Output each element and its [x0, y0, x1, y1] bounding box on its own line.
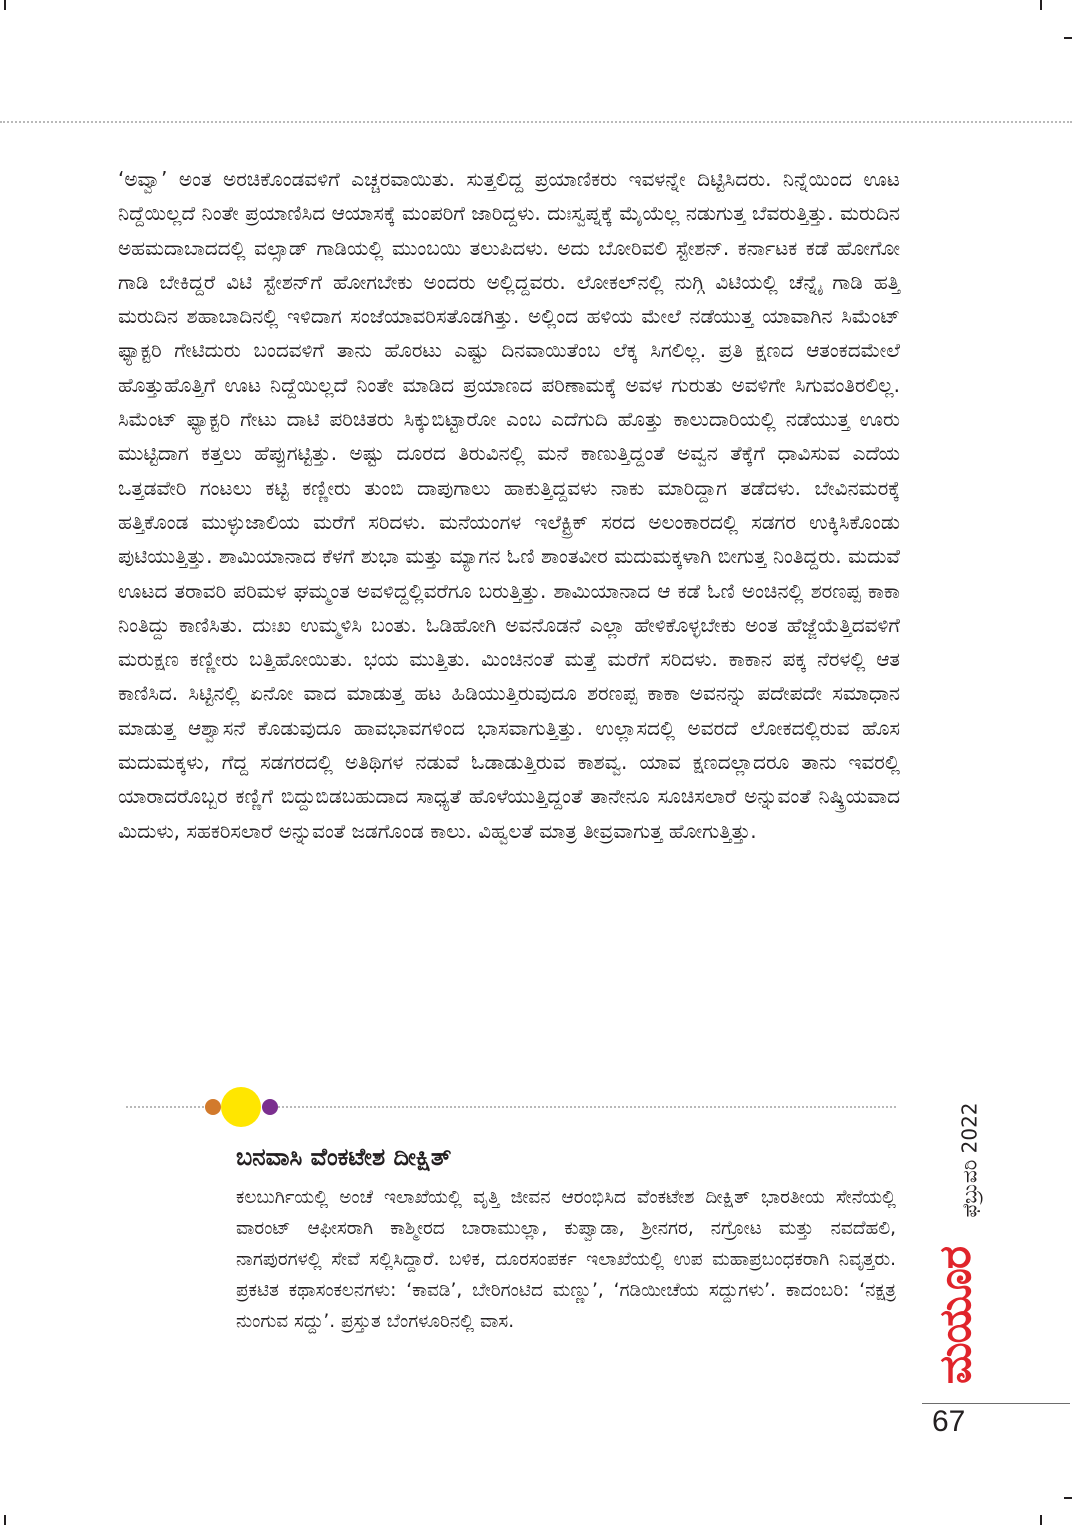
top-dotted-rule [0, 121, 1072, 123]
article-body: ‘ಅವ್ವಾ’ ಅಂತ ಅರಚಿಕೊಂಡವಳಿಗೆ ಎಚ್ಚರವಾಯಿತು. ಸುತ್ತಲಿದ್ದ ಪ್ರಯಾಣಿಕರು ಇವಳನ್ನೇ ದಿಟ್ಟಿಸಿದರು. ನಿನ್ನೆಯಿಂದ ಊಟ ನಿದ್ದೆಯಿಲ್ಲದೆ ನಿಂತೇ ಪ್ರಯಾಣಿಸಿದ ಆಯಾಸಕ್ಕೆ ಮಂಪರಿಗೆ ಜಾರಿದ್ದಳು. ದುಃಸ್ವಪ್ನಕ್ಕೆ ಮೈಯೆಲ್ಲ ನಡುಗುತ್ತ ಬೆವರುತ್ತಿತ್ತು. ಮರುದಿನ ಅಹಮದಾಬಾದದಲ್ಲಿ ವಲ್ಸಾಡ್ ಗಾಡಿಯಲ್ಲಿ ಮುಂಬಯಿ ತಲುಪಿದಳು. ಅದು ಬೋರಿವಲಿ ಸ್ಟೇಶನ್. ಕರ್ನಾಟಕ ಕಡೆ ಹೋಗೋ ಗಾಡಿ ಬೇಕಿದ್ದರೆ ವಿಟಿ ಸ್ಟೇಶನ್‌ಗೆ ಹೋಗಬೇಕು ಅಂದರು ಅಲ್ಲಿದ್ದವರು. ಲೋಕಲ್‌ನಲ್ಲಿ ನುಗ್ಗಿ ವಿಟಿಯಲ್ಲಿ ಚೆನ್ನೈ ಗಾಡಿ ಹತ್ತಿ ಮರುದಿನ ಶಹಾಬಾದಿನಲ್ಲಿ ಇಳಿದಾಗ ಸಂಜೆಯಾವರಿಸತೊಡಗಿತ್ತು. ಅಲ್ಲಿಂದ ಹಳಿಯ ಮೇಲೆ ನಡೆಯುತ್ತ ಯಾವಾಗಿನ ಸಿಮೆಂಟ್ ಫ್ಯಾಕ್ಟರಿ ಗೇಟಿದುರು ಬಂದವಳಿಗೆ ತಾನು ಹೊರಟು ಎಷ್ಟು ದಿನವಾಯಿತೆಂಬ ಲೆಕ್ಕ ಸಿಗಲಿಲ್ಲ. ಪ್ರತಿ ಕ್ಷಣದ ಆತಂಕದಮೇಲೆ ಹೊತ್ತುಹೊತ್ತಿಗೆ ಊಟ ನಿದ್ದೆಯಿಲ್ಲದೆ ನಿಂತೇ ಮಾಡಿದ ಪ್ರಯಾಣದ ಪರಿಣಾಮಕ್ಕೆ ಅವಳ ಗುರುತು ಅವಳಿಗೇ ಸಿಗುವಂತಿರಲಿಲ್ಲ. ಸಿಮೆಂಟ್ ಫ್ಯಾಕ್ಟರಿ ಗೇಟು ದಾಟಿ ಪರಿಚಿತರು ಸಿಕ್ಕುಬಿಟ್ಟಾರೋ ಎಂಬ ಎದೆಗುದಿ ಹೊತ್ತು ಕಾಲುದಾರಿಯಲ್ಲಿ ನಡೆಯುತ್ತ ಊರು ಮುಟ್ಟಿದಾಗ ಕತ್ತಲು ಹೆಪ್ಪುಗಟ್ಟಿತ್ತು. ಅಷ್ಟು ದೂರದ ತಿರುವಿನಲ್ಲಿ ಮನೆ ಕಾಣುತ್ತಿದ್ದಂತೆ ಅವ್ವನ ತೆಕ್ಕೆಗೆ ಧಾವಿಸುವ ಎದೆಯ ಒತ್ತಡವೇರಿ ಗಂಟಲು ಕಟ್ಟಿ ಕಣ್ಣೀರು ತುಂಬಿ ದಾಪುಗಾಲು ಹಾಕುತ್ತಿದ್ದವಳು ನಾಕು ಮಾರಿದ್ದಾಗ ತಡೆದಳು. ಬೇವಿನಮರಕ್ಕೆ ಹತ್ತಿಕೊಂಡ ಮುಳ್ಳುಜಾಲಿಯ ಮರೆಗೆ ಸರಿದಳು. ಮನೆಯಂಗಳ ಇಲೆಕ್ಟ್ರಿಕ್ ಸರದ ಅಲಂಕಾರದಲ್ಲಿ ಸಡಗರ ಉಕ್ಕಿಸಿಕೊಂಡು ಪುಟಿಯುತ್ತಿತ್ತು. ಶಾಮಿಯಾನಾದ ಕೆಳಗೆ ಶುಭಾ ಮತ್ತು ಮ್ಯಾಗನ ಓಣಿ ಶಾಂತವೀರ ಮದುಮಕ್ಕಳಾಗಿ ಬೀಗುತ್ತ ನಿಂತಿದ್ದರು. ಮದುವೆ ಊಟದ ತರಾವರಿ ಪರಿಮಳ ಘಮ್ಮಂತ ಅವಳಿದ್ದಲ್ಲಿವರೆಗೂ ಬರುತ್ತಿತ್ತು. ಶಾಮಿಯಾನಾದ ಆ ಕಡೆ ಓಣಿ ಅಂಚಿನಲ್ಲಿ ಶರಣಪ್ಪ ಕಾಕಾ ನಿಂತಿದ್ದು ಕಾಣಿಸಿತು. ದುಃಖ ಉಮ್ಮಳಿಸಿ ಬಂತು. ಓಡಿಹೋಗಿ ಅವನೊಡನೆ ಎಲ್ಲಾ ಹೇಳಿಕೊಳ್ಳಬೇಕು ಅಂತ ಹೆಜ್ಜೆಯೆತ್ತಿದವಳಿಗೆ ಮರುಕ್ಷಣ ಕಣ್ಣೀರು ಬತ್ತಿಹೋಯಿತು. ಭಯ ಮುತ್ತಿತು. ಮಿಂಚಿನಂತೆ ಮತ್ತೆ ಮರೆಗೆ ಸರಿದಳು. ಕಾಕಾನ ಪಕ್ಕ ನೆರಳಲ್ಲಿ ಆತ ಕಾಣಿಸಿದ. ಸಿಟ್ಟಿನಲ್ಲಿ ಏನೋ ವಾದ ಮಾಡುತ್ತ ಹಟ ಹಿಡಿಯುತ್ತಿರುವುದೂ ಶರಣಪ್ಪ ಕಾಕಾ ಅವನನ್ನು ಪದೇಪದೇ ಸಮಾಧಾನ ಮಾಡುತ್ತ ಆಶ್ವಾಸನೆ ಕೊಡುವುದೂ ಹಾವಭಾವಗಳಿಂದ ಭಾಸವಾಗುತ್ತಿತ್ತು. ಉಲ್ಲಾಸದಲ್ಲಿ ಅವರದೆ ಲೋಕದಲ್ಲಿರುವ ಹೊಸ ಮದುಮಕ್ಕಳು, ಗೆದ್ದ ಸಡಗರದಲ್ಲಿ ಅತಿಥಿಗಳ ನಡುವೆ ಓಡಾಡುತ್ತಿರುವ ಕಾಶವ್ವ. ಯಾವ ಕ್ಷಣದಲ್ಲಾದರೂ ತಾನು ಇವರಲ್ಲಿ ಯಾರಾದರೊಬ್ಬರ ಕಣ್ಣಿಗೆ ಬಿದ್ದುಬಿಡಬಹುದಾದ ಸಾಧ್ಯತೆ ಹೊಳೆಯುತ್ತಿದ್ದಂತೆ ತಾನೇನೂ ಸೂಚಿಸಲಾರೆ ಅನ್ನುವಂತೆ ನಿಷ್ಕ್ರಿಯವಾದ ಮಿದುಳು, ಸಹಕರಿಸಲಾರೆ ಅನ್ನುವಂತೆ ಜಡಗೊಂಡ ಕಾಲು. ವಿಹ್ವಲತೆ ಮಾತ್ರ ತೀವ್ರವಾಗುತ್ತ ಹೋಗುತ್ತಿತ್ತು. [118, 167, 900, 843]
orange-dot [205, 1099, 221, 1115]
magazine-logo-text: ಮಯೂರ [930, 1246, 982, 1384]
author-bio: ಕಲಬುರ್ಗಿಯಲ್ಲಿ ಅಂಚೆ ಇಲಾಖೆಯಲ್ಲಿ ವೃತ್ತಿ ಜೀವನ ಆರಂಭಿಸಿದ ವೆಂಕಟೇಶ ದೀಕ್ಷಿತ್ ಭಾರತೀಯ ಸೇನೆಯಲ್ಲಿ ವಾರಂಟ್ ಆಫೀಸರಾಗಿ ಕಾಶ್ಮೀರದ ಬಾರಾಮುಲ್ಲಾ, ಕುಪ್ವಾಡಾ, ಶ್ರೀನಗರ, ನಗ್ರೋಟ ಮತ್ತು ನವದೆಹಲಿ, ನಾಗಪುರಗಳಲ್ಲಿ ಸೇವೆ ಸಲ್ಲಿಸಿದ್ದಾರೆ. ಬಳಿಕ, ದೂರಸಂಪರ್ಕ ಇಲಾಖೆಯಲ್ಲಿ ಉಪ ಮಹಾಪ್ರಬಂಧಕರಾಗಿ ನಿವೃತ್ತರು. ಪ್ರಕಟಿತ ಕಥಾಸಂಕಲನಗಳು: ‘ಕಾವಡಿ’, ಬೇರಿಗಂಟಿದ ಮಣ್ಣು’, ‘ಗಡಿಯೀಚೆಯ ಸದ್ದುಗಳು’. ಕಾದಂಬರಿ: ‘ನಕ್ಷತ್ರ ನುಂಗುವ ಸದ್ದು’. ಪ್ರಸ್ತುತ ಬೆಂಗಳೂರಿನಲ್ಲಿ ವಾಸ. [236, 1187, 896, 1332]
purple-dot [262, 1099, 278, 1115]
crop-mark-top-right [1040, 0, 1042, 10]
crop-mark-right-bottom [1064, 1497, 1072, 1499]
crop-mark-bottom-left [4, 1515, 6, 1525]
magazine-logo [921, 1230, 991, 1400]
issue-date [948, 1095, 992, 1225]
crop-mark-bottom-right [1040, 1515, 1042, 1525]
crop-mark-top-left [4, 0, 6, 10]
page-number: 67 [932, 1405, 966, 1438]
crop-mark-right-top [1064, 37, 1072, 39]
author-name: ಬನವಾಸಿ ವೆಂಕಟೇಶ ದೀಕ್ಷಿತ್ [236, 1143, 452, 1171]
yellow-dot [221, 1087, 261, 1127]
issue-date-text: ಫೆಬ್ರುವರಿ 2022 [958, 1102, 982, 1218]
